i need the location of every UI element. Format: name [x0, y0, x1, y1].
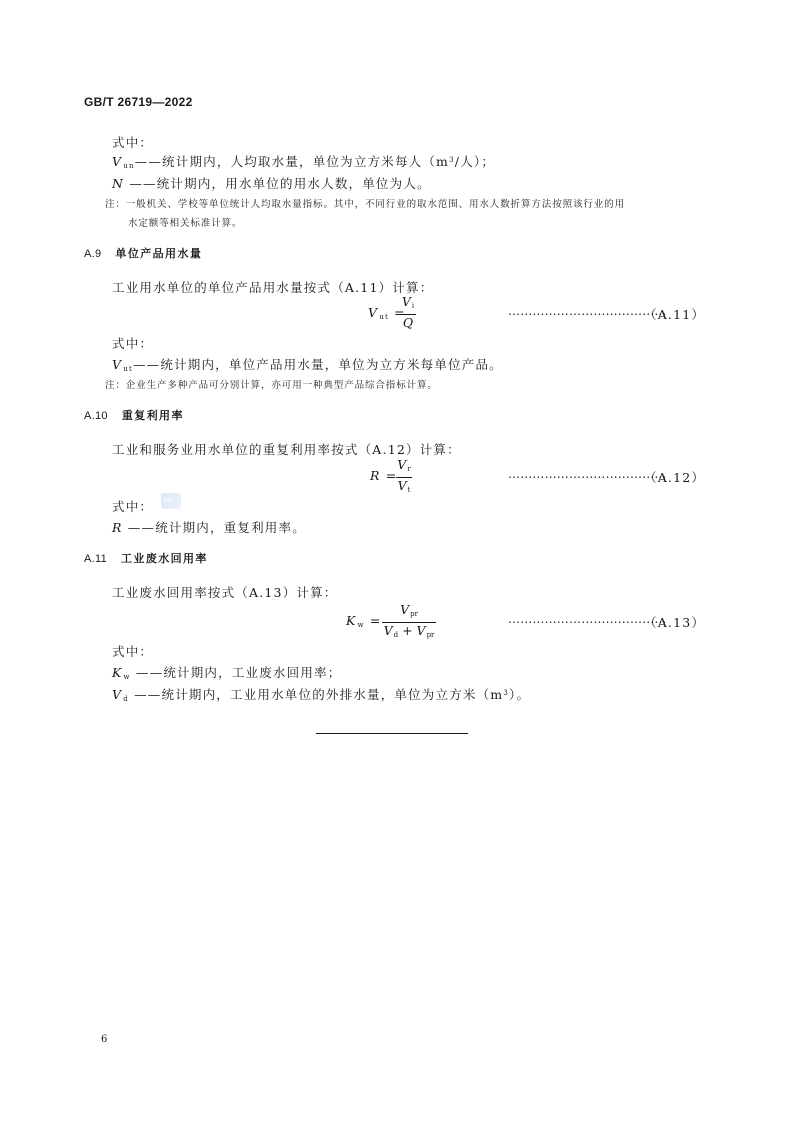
paragraph: 工业废水回用率按式（A.13）计算：	[112, 585, 338, 600]
definition-n	[112, 174, 431, 192]
definition-kw	[112, 663, 341, 681]
definition-vut	[112, 355, 503, 373]
section-heading-a11	[84, 550, 208, 566]
where-label: 式中：	[112, 336, 154, 351]
subscript: d	[123, 695, 129, 703]
leader-dots: …………………………………	[508, 467, 667, 481]
numerator	[396, 458, 412, 476]
equals-sign: =	[380, 468, 398, 483]
subscript: w	[357, 621, 365, 629]
definition-text: ——统计期内，用水单位的用水人数，单位为人。	[124, 176, 431, 191]
symbol: N	[112, 176, 125, 191]
section-title: 工业废水回用率	[121, 553, 208, 565]
superscript: 3	[449, 156, 455, 164]
definition-vun	[112, 152, 495, 170]
formula-label: （A.13）	[644, 615, 706, 630]
formula-label: （A.11）	[644, 307, 706, 322]
definition-text: ——统计期内，人均取水量，单位为立方米每人（m	[134, 154, 450, 169]
symbol: R	[370, 468, 381, 483]
symbol: V	[112, 357, 123, 372]
note-line: 注：一般机关、学校等单位统计人均取水量指标。其中，不同行业的取水范围、用水人数折算方法按照该行业的用	[105, 199, 626, 210]
definition-vd	[112, 685, 530, 703]
denominator-symbol: V	[416, 623, 426, 638]
symbol: V	[112, 687, 123, 702]
subscript: t	[407, 486, 411, 494]
superscript: 3	[503, 689, 510, 697]
section-number: A.10	[84, 410, 108, 422]
formula-label: （A.12）	[644, 470, 706, 485]
formula-lhs	[346, 613, 382, 629]
definition-text: ——统计期内，工业废水回用率；	[130, 665, 342, 680]
symbol: K	[112, 665, 123, 680]
formula-fraction	[400, 295, 416, 330]
section-heading-a10	[84, 407, 184, 423]
subscript: pr	[410, 610, 418, 618]
leader-dots: …………………………………	[508, 304, 667, 318]
equals-sign: =	[364, 613, 382, 628]
note-line: 水定额等相关标准计算。	[128, 218, 243, 229]
symbol: K	[346, 613, 357, 628]
where-label: 式中：	[112, 644, 154, 659]
section-title: 单位产品用水量	[115, 248, 203, 260]
numerator-symbol: V	[397, 457, 407, 472]
sac-logo-icon: SAC	[161, 493, 181, 509]
section-number: A.9	[84, 248, 102, 260]
subscript: ut	[379, 313, 389, 321]
numerator	[400, 295, 416, 313]
definition-text: ——统计期内，重复利用率。	[122, 520, 306, 535]
subscript: ut	[123, 365, 133, 373]
definition-text: ——统计期内，工业用水单位的外排水量，单位为立方米（m	[128, 687, 504, 702]
symbol: R	[112, 520, 123, 535]
definition-tail: ）。	[509, 687, 531, 702]
end-rule	[316, 733, 468, 734]
formula-fraction	[382, 603, 436, 642]
subscript: pr	[426, 631, 435, 639]
denominator	[396, 479, 412, 497]
note-line: 注：企业生产多种产品可分别计算，亦可用一种典型产品综合指标计算。	[105, 380, 438, 391]
denominator-symbol: V	[397, 478, 407, 493]
subscript: r	[407, 465, 411, 473]
where-label: 式中：	[112, 499, 154, 514]
subscript: d	[393, 631, 399, 639]
definition-tail: /人）；	[454, 154, 496, 169]
section-heading-a9	[84, 245, 202, 261]
section-title: 重复利用率	[121, 410, 184, 422]
plus-sign: +	[398, 623, 417, 638]
subscript: i	[411, 302, 415, 310]
formula-lhs	[370, 468, 397, 483]
section-number: A.11	[84, 553, 108, 565]
subscript: un	[123, 162, 135, 170]
subscript: w	[123, 673, 131, 681]
document-number: GB/T 26719—2022	[84, 95, 193, 109]
where-label: 式中：	[112, 135, 154, 150]
definition-text: ——统计期内，单位产品用水量，单位为立方米每单位产品。	[132, 357, 503, 372]
symbol: V	[368, 305, 379, 320]
definition-r	[112, 518, 306, 536]
formula-fraction	[396, 458, 412, 497]
page-number: 6	[101, 1034, 108, 1045]
leader-dots: …………………………………	[508, 612, 667, 626]
denominator	[382, 624, 436, 642]
numerator	[382, 603, 436, 621]
symbol: V	[112, 154, 123, 169]
denominator-symbol: V	[383, 623, 393, 638]
numerator-symbol: V	[400, 602, 410, 617]
denominator: Q	[402, 315, 414, 330]
equals-sign: =	[388, 305, 406, 320]
numerator-symbol: V	[401, 294, 411, 309]
paragraph: 工业和服务业用水单位的重复利用率按式（A.12）计算：	[112, 442, 461, 457]
paragraph: 工业用水单位的单位产品用水量按式（A.11）计算：	[112, 280, 434, 295]
